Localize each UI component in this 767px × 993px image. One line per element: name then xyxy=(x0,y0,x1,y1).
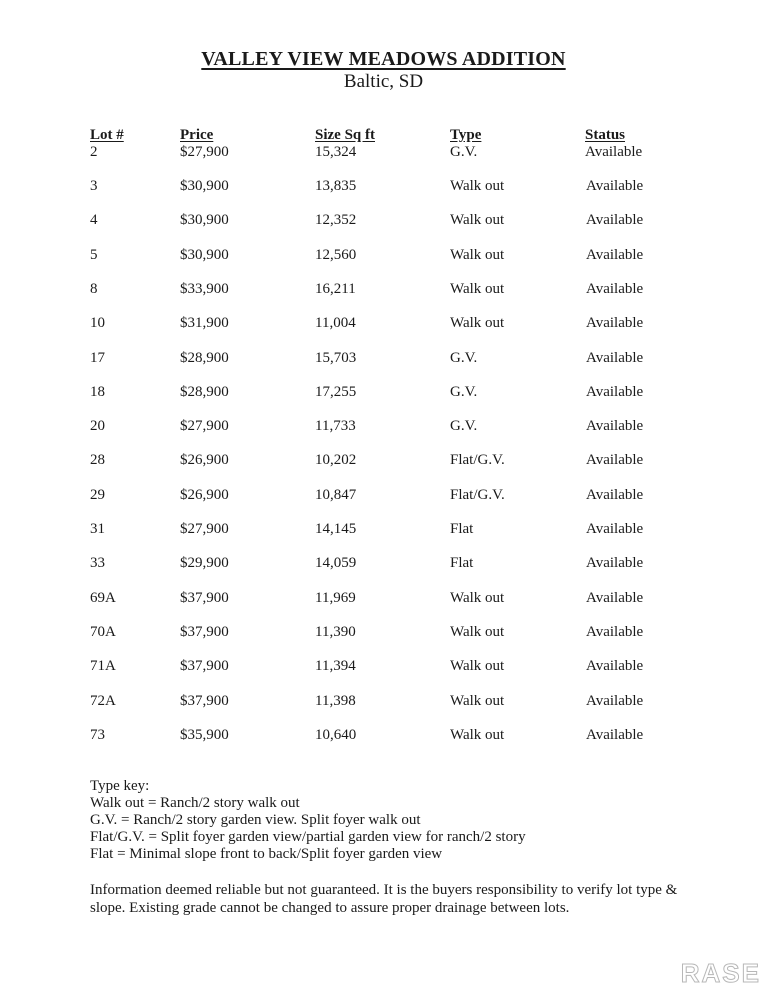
cell-price: $37,900 xyxy=(180,692,229,709)
cell-lot: 72A xyxy=(90,692,116,709)
cell-size: 12,352 xyxy=(315,212,357,229)
type-key-line: G.V. = Ranch/2 story garden view. Split foyer walk out xyxy=(90,812,421,828)
cell-size: 14,059 xyxy=(315,555,357,572)
cell-type: Flat xyxy=(450,521,474,537)
cell-status: Available xyxy=(586,623,644,640)
cell-size: 13,835 xyxy=(315,178,357,194)
cell-lot: 28 xyxy=(90,452,105,469)
disclaimer: Information deemed reliable but not guaranteed. It is the buyers responsibility to verify lot type & slope. Existing grade cannot be changed to assure proper drainage between lots. xyxy=(90,882,678,916)
header-lot: Lot # xyxy=(90,127,124,143)
cell-price: $31,900 xyxy=(180,315,229,332)
cell-status: Available xyxy=(586,246,644,263)
cell-type: Walk out xyxy=(450,658,505,675)
cell-size: 17,255 xyxy=(315,383,357,400)
cell-lot: 70A xyxy=(90,623,116,640)
cell-size: 11,969 xyxy=(315,589,356,606)
cell-lot: 18 xyxy=(90,383,105,400)
cell-lot: 4 xyxy=(90,212,98,229)
cell-type: Walk out xyxy=(450,280,505,297)
document-subtitle: Baltic, SD xyxy=(343,71,424,92)
cell-status: Available xyxy=(586,486,644,503)
cell-size: 15,324 xyxy=(315,144,357,160)
cell-type: Walk out xyxy=(450,178,505,194)
cell-price: $33,900 xyxy=(180,280,229,297)
cell-price: $28,900 xyxy=(180,349,229,366)
cell-type: Walk out xyxy=(450,623,505,640)
cell-lot: 8 xyxy=(90,280,98,297)
cell-status: Available xyxy=(586,349,644,366)
cell-price: $27,900 xyxy=(180,144,229,160)
watermark-logo: RASE xyxy=(680,958,761,988)
type-key-line: Walk out = Ranch/2 story walk out xyxy=(90,795,300,811)
cell-status: Available xyxy=(586,726,644,743)
cell-status: Available xyxy=(586,658,644,675)
cell-status: Available xyxy=(586,555,644,572)
cell-lot: 33 xyxy=(90,555,105,572)
cell-size: 11,394 xyxy=(315,658,356,675)
cell-price: $27,900 xyxy=(180,521,229,537)
cell-size: 12,560 xyxy=(315,246,357,263)
cell-status: Available xyxy=(586,452,644,469)
cell-price: $37,900 xyxy=(180,623,229,640)
cell-status: Available xyxy=(586,383,644,400)
cell-price: $37,900 xyxy=(180,658,229,675)
cell-size: 10,847 xyxy=(315,486,357,503)
cell-type: G.V. xyxy=(450,383,478,400)
cell-size: 16,211 xyxy=(315,280,356,297)
cell-price: $35,900 xyxy=(180,726,229,743)
cell-type: G.V. xyxy=(450,144,478,160)
cell-lot: 2 xyxy=(90,144,98,160)
cell-price: $26,900 xyxy=(180,452,229,469)
header-price: Price xyxy=(180,127,214,143)
cell-price: $26,900 xyxy=(180,486,229,503)
cell-type: G.V. xyxy=(450,349,478,366)
type-key-heading: Type key: xyxy=(90,778,150,794)
type-key xyxy=(90,778,526,863)
header-status: Status xyxy=(585,127,626,143)
cell-size: 11,398 xyxy=(315,692,356,709)
type-key-line: Flat = Minimal slope front to back/Split foyer garden view xyxy=(90,846,443,862)
cell-type: Walk out xyxy=(450,692,505,709)
cell-status: Available xyxy=(586,280,644,297)
cell-size: 10,640 xyxy=(315,726,357,743)
cell-price: $29,900 xyxy=(180,555,229,572)
cell-lot: 69A xyxy=(90,589,116,606)
cell-lot: 31 xyxy=(90,521,105,537)
cell-size: 15,703 xyxy=(315,349,357,366)
cell-type: Walk out xyxy=(450,246,505,263)
cell-status: Available xyxy=(586,418,644,435)
cell-lot: 73 xyxy=(90,726,105,743)
cell-size: 11,390 xyxy=(315,623,356,640)
cell-price: $30,900 xyxy=(180,246,229,263)
cell-size: 11,733 xyxy=(315,418,356,435)
cell-status: Available xyxy=(585,144,643,160)
cell-type: Flat/G.V. xyxy=(450,452,505,469)
cell-status: Available xyxy=(586,178,644,194)
header-type: Type xyxy=(450,127,482,143)
cell-lot: 71A xyxy=(90,658,116,675)
cell-size: 11,004 xyxy=(315,315,356,332)
cell-lot: 17 xyxy=(90,349,105,366)
cell-type: Walk out xyxy=(450,726,505,743)
cell-lot: 5 xyxy=(90,246,98,263)
cell-type: G.V. xyxy=(450,418,478,435)
cell-type: Walk out xyxy=(450,212,505,229)
cell-status: Available xyxy=(586,589,644,606)
cell-lot: 10 xyxy=(90,315,105,332)
cell-status: Available xyxy=(586,315,644,332)
cell-type: Walk out xyxy=(450,315,505,332)
type-key-line: Flat/G.V. = Split foyer garden view/partial garden view for ranch/2 story xyxy=(90,829,526,845)
cell-price: $27,900 xyxy=(180,418,229,435)
cell-price: $30,900 xyxy=(180,178,229,194)
cell-status: Available xyxy=(586,521,644,537)
document-title: VALLEY VIEW MEADOWS ADDITION xyxy=(201,48,566,70)
cell-type: Flat xyxy=(450,555,474,572)
cell-status: Available xyxy=(586,212,644,229)
cell-size: 10,202 xyxy=(315,452,357,469)
cell-size: 14,145 xyxy=(315,521,357,537)
cell-status: Available xyxy=(586,692,644,709)
cell-lot: 20 xyxy=(90,418,105,435)
cell-type: Flat/G.V. xyxy=(450,486,505,503)
cell-price: $37,900 xyxy=(180,589,229,606)
cell-type: Walk out xyxy=(450,589,505,606)
cell-lot: 3 xyxy=(90,178,98,194)
header-size: Size Sq ft xyxy=(315,127,375,143)
cell-price: $28,900 xyxy=(180,383,229,400)
cell-lot: 29 xyxy=(90,486,105,503)
cell-price: $30,900 xyxy=(180,212,229,229)
